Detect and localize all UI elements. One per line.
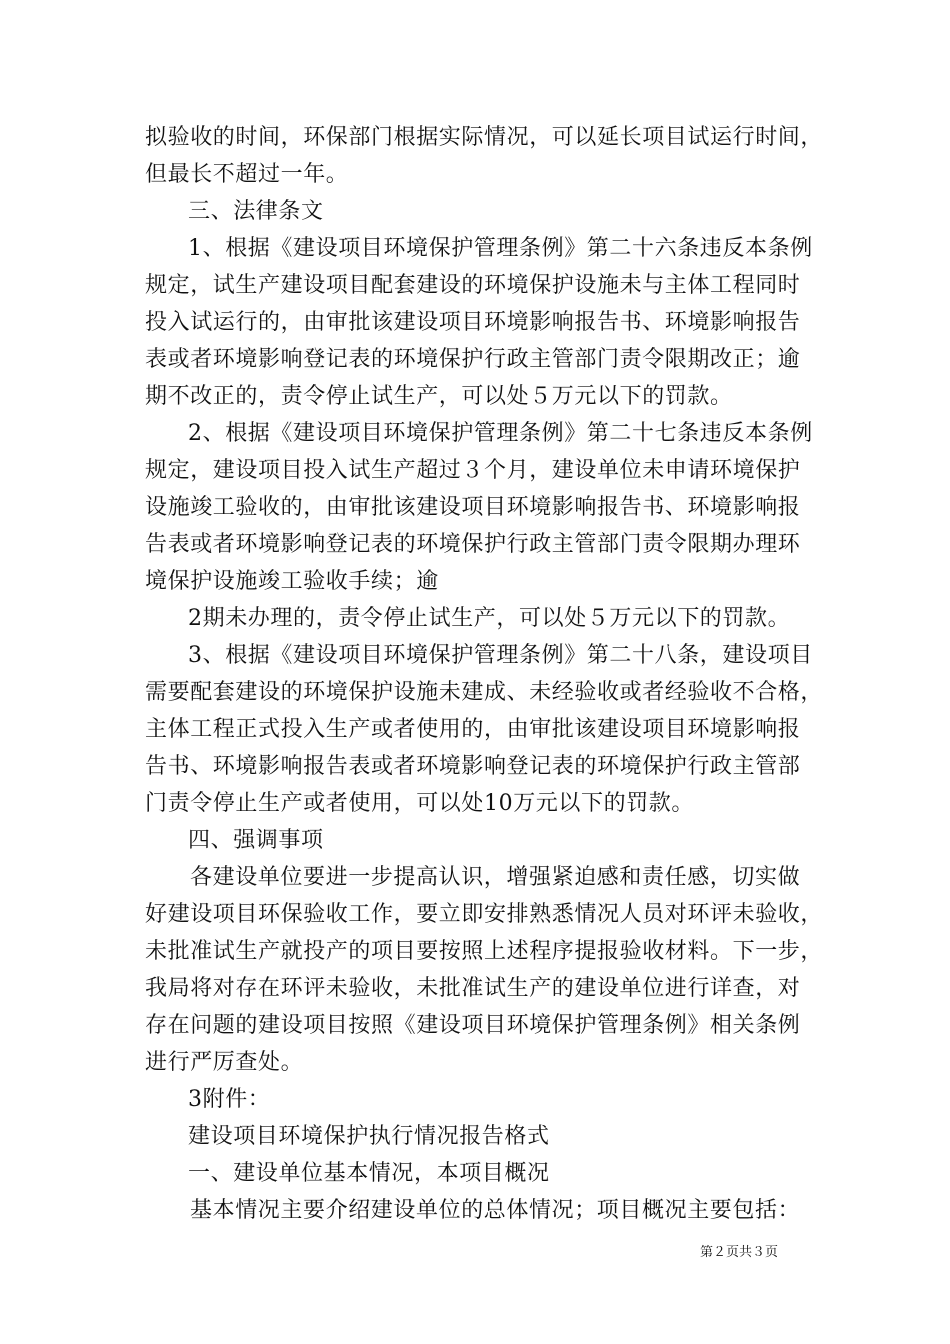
paragraph-line: 门责令停止生产或者使用，可以处10万元以下的罚款。 [145,791,694,816]
paragraph-line: 期不改正的，责令停止试生产，可以处５万元以下的罚款。 [145,384,733,409]
paragraph-line: 3、根据《建设项目环境保护管理条例》第二十八条，建设项目 [188,643,813,668]
attachment-label: 3附件： [188,1087,271,1112]
section-heading: 四、强调事项 [188,828,324,853]
paragraph-line: 1、根据《建设项目环境保护管理条例》第二十六条违反本条例 [188,236,813,261]
paragraph-line: 投入试运行的，由审批该建设项目环境影响报告书、环境影响报告 [145,310,801,335]
paragraph-line: 告书、环境影响报告表或者环境影响登记表的环境保护行政主管部 [145,754,801,779]
paragraph-line: 告表或者环境影响登记表的环境保护行政主管部门责令限期办理环 [145,532,801,557]
paragraph-line: 我局将对存在环评未验收，未批准试生产的建设单位进行详查，对 [145,976,801,1001]
paragraph-line: 需要配套建设的环境保护设施未建成、未经验收或者经验收不合格， [145,680,824,705]
paragraph-line: 进行严厉查处。 [145,1050,304,1075]
paragraph-line: 主体工程正式投入生产或者使用的，由审批该建设项目环境影响报 [145,717,801,742]
paragraph-line: 但最长不超过一年。 [145,162,349,187]
section-heading: 一、建设单位基本情况，本项目概况 [188,1161,550,1186]
paragraph-line: 好建设项目环保验收工作，要立即安排熟悉情况人员对环评未验收， [145,902,824,927]
page-number: 第２页共３页 [700,1245,779,1260]
paragraph-line: 规定，试生产建设项目配套建设的环境保护设施未与主体工程同时 [145,273,801,298]
attachment-title: 建设项目环境保护执行情况报告格式 [188,1124,550,1149]
paragraph-line: 拟验收的时间，环保部门根据实际情况，可以延长项目试运行时间， [145,125,824,150]
paragraph-line: 表或者环境影响登记表的环境保护行政主管部门责令限期改正；逾 [145,347,801,372]
section-heading: 三、法律条文 [188,199,324,224]
paragraph-line: 基本情况主要介绍建设单位的总体情况；项目概况主要包括： [190,1198,801,1223]
paragraph-line: 规定，建设项目投入试生产超过３个月，建设单位未申请环境保护 [145,458,801,483]
paragraph-line: 存在问题的建设项目按照《建设项目环境保护管理条例》相关条例 [145,1013,801,1038]
paragraph-line: 境保护设施竣工验收手续；逾 [145,569,439,594]
paragraph-line: 未批准试生产就投产的项目要按照上述程序提报验收材料。下一步， [145,939,824,964]
paragraph-line: 各建设单位要进一步提高认识，增强紧迫感和责任感，切实做 [190,865,801,890]
paragraph-line: 设施竣工验收的，由审批该建设项目环境影响报告书、环境影响报 [145,495,801,520]
paragraph-line: 2、根据《建设项目环境保护管理条例》第二十七条违反本条例 [188,421,813,446]
paragraph-line: 2期未办理的，责令停止试生产，可以处５万元以下的罚款。 [188,606,791,631]
